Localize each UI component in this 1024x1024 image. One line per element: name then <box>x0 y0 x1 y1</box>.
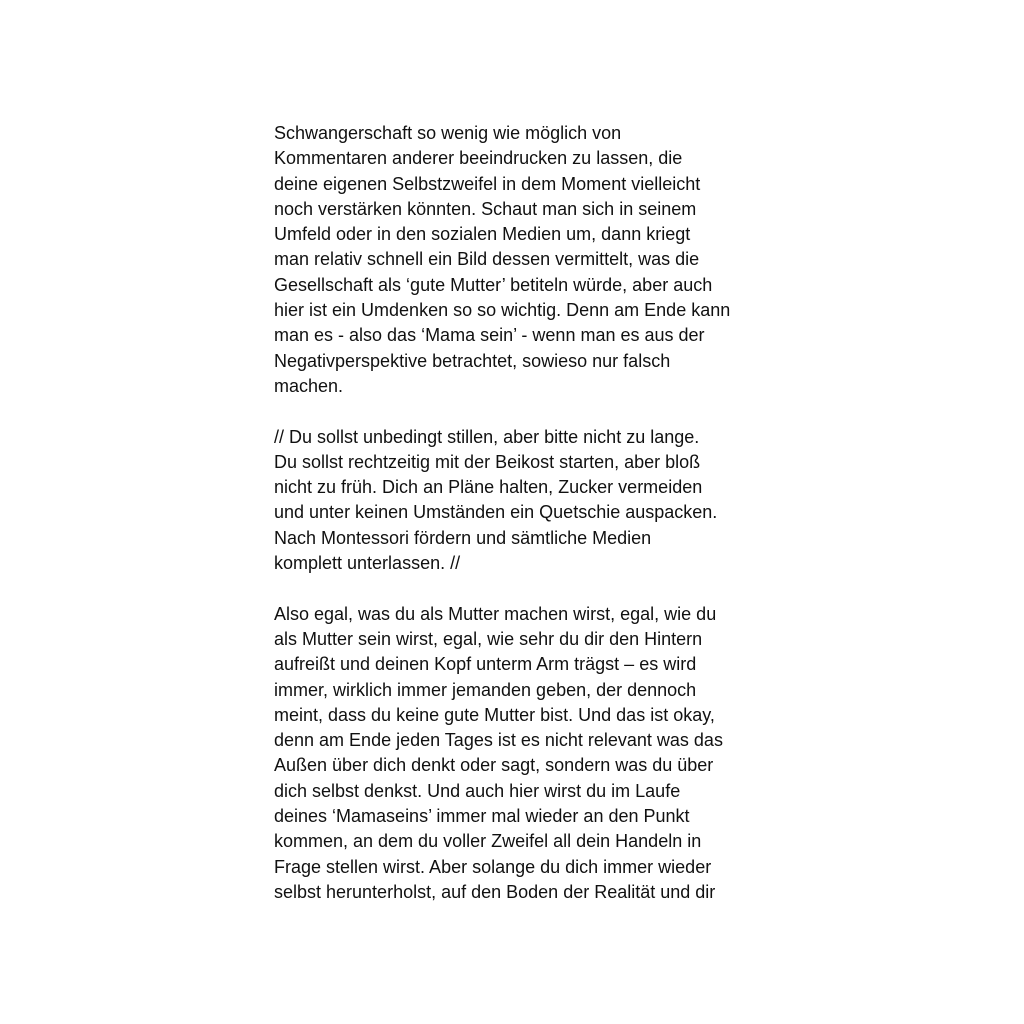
paragraph-1 <box>274 121 764 399</box>
text-line: deines ‘Mamaseins’ immer mal wieder an den Punkt <box>274 806 690 827</box>
text-line: Umfeld oder in den sozialen Medien um, dann kriegt <box>274 224 691 245</box>
text-line: immer, wirklich immer jemanden geben, der dennoch <box>274 679 697 700</box>
text-line: Gesellschaft als ‘gute Mutter’ betiteln würde, aber auch <box>274 274 713 295</box>
text-line: meint, dass du keine gute Mutter bist. Und das ist okay, <box>274 704 715 725</box>
text-line: Also egal, was du als Mutter machen wirst, egal, wie du <box>274 603 717 624</box>
text-line: als Mutter sein wirst, egal, wie sehr du dir den Hintern <box>274 628 703 649</box>
text-line: Außen über dich denkt oder sagt, sondern was du über <box>274 755 714 776</box>
text-line: // Du sollst unbedingt stillen, aber bitte nicht zu lange. <box>274 426 700 447</box>
paragraph-3 <box>274 602 764 906</box>
text-line: komplett unterlassen. // <box>274 553 461 574</box>
text-line: man es - also das ‘Mama sein’ - wenn man es aus der <box>274 325 705 346</box>
text-line: man relativ schnell ein Bild dessen vermittelt, was die <box>274 249 700 270</box>
text-line: noch verstärken könnten. Schaut man sich in seinem <box>274 198 697 219</box>
paragraph-2 <box>274 425 764 577</box>
text-line: und unter keinen Umständen ein Quetschie auspacken. <box>274 502 718 523</box>
text-line: hier ist ein Umdenken so so wichtig. Denn am Ende kann <box>274 300 731 321</box>
text-line: selbst herunterholst, auf den Boden der Realität und dir <box>274 881 716 902</box>
text-line: Schwangerschaft so wenig wie möglich von <box>274 123 622 143</box>
text-line: Frage stellen wirst. Aber solange du dich immer wieder <box>274 856 712 877</box>
text-line: Kommentaren anderer beeindrucken zu lassen, die <box>274 148 683 169</box>
text-line: Du sollst rechtzeitig mit der Beikost starten, aber bloß <box>274 451 701 472</box>
text-line: kommen, an dem du voller Zweifel all dein Handeln in <box>274 831 702 852</box>
body-text <box>274 121 764 905</box>
text-line: Negativperspektive betrachtet, sowieso nur falsch <box>274 350 671 371</box>
text-line: nicht zu früh. Dich an Pläne halten, Zucker vermeiden <box>274 477 703 498</box>
paragraph-gap <box>274 399 764 424</box>
text-line: Nach Montessori fördern und sämtliche Medien <box>274 527 652 548</box>
text-line: deine eigenen Selbstzweifel in dem Moment vielleicht <box>274 173 701 194</box>
text-line: machen. <box>274 375 344 396</box>
text-line: dich selbst denkst. Und auch hier wirst du im Laufe <box>274 780 681 801</box>
paragraph-gap <box>274 576 764 601</box>
text-line: denn am Ende jeden Tages ist es nicht relevant was das <box>274 730 723 751</box>
text-line: aufreißt und deinen Kopf unterm Arm trägst – es wird <box>274 654 697 675</box>
